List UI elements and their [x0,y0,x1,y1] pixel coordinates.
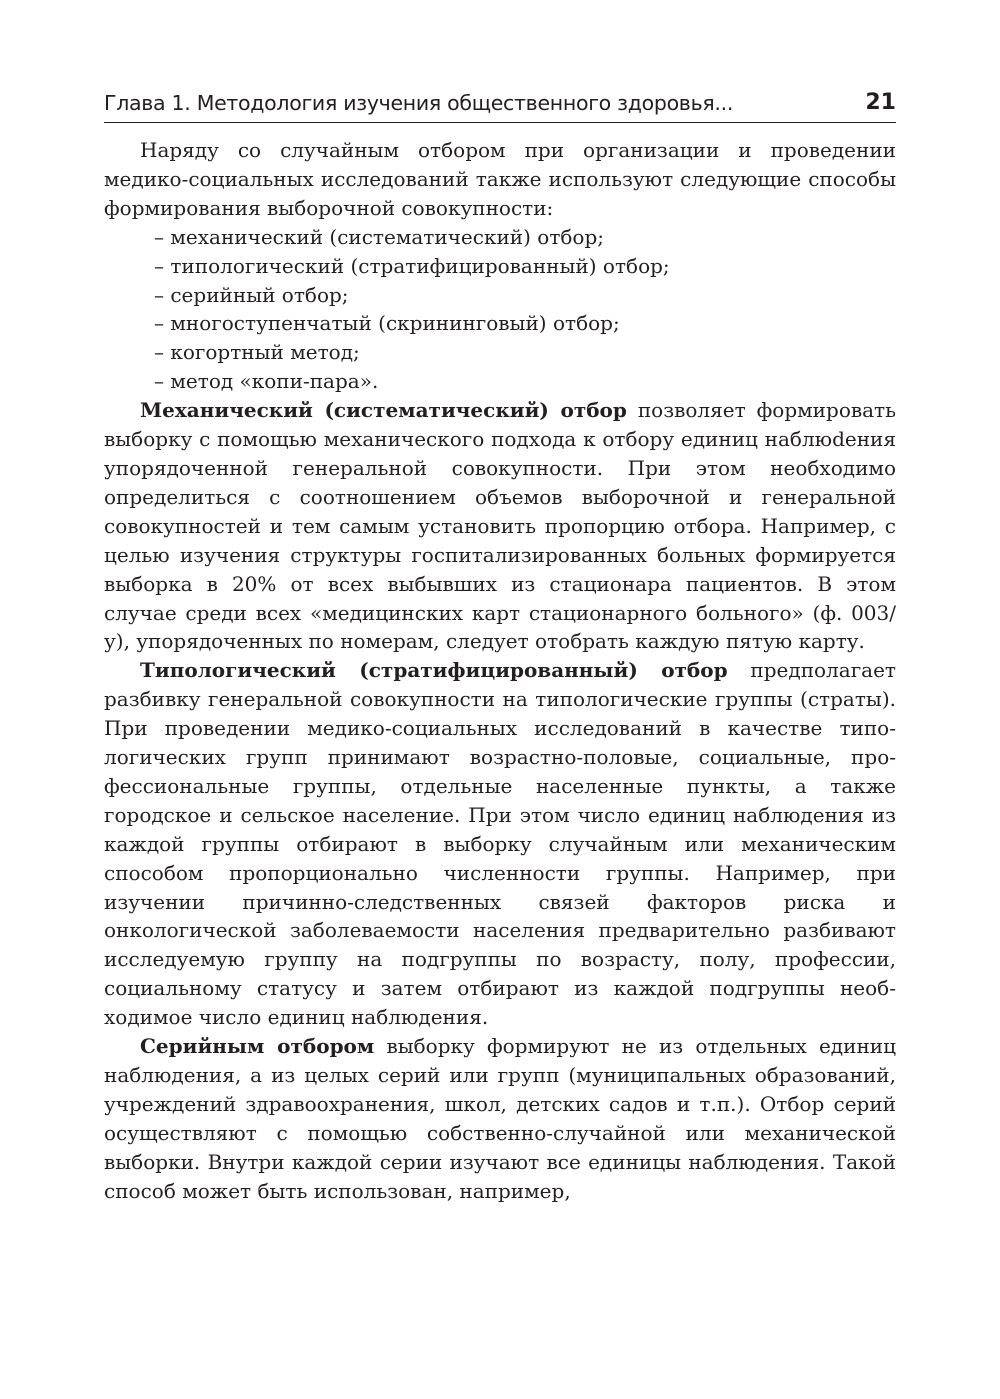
list-item: – серийный отбор; [154,282,349,307]
methods-list [104,223,896,396]
list-item: – многоступенчатый (скрининговый) отбор; [154,311,620,336]
chapter-title: Глава 1. Методология изучения общественного здоровья... [104,91,734,115]
serial-term: Серийным отбором [140,1034,375,1059]
list-item: – когортный метод; [154,340,360,365]
list-item: – механический (систематический) отбор; [154,224,605,249]
list-item: – типологический (стратифицированный) отбор; [154,253,670,278]
body-text [104,136,896,1206]
mechanical-text: позволяет формировать выборку с помощью механического подхода к отбору единиц наблюdения упорядоченной генеральной совокупности. При этом необходимо определиться с соотношением объемов выборочной и генеральной совокупностей и тем самым установить пропорцию отбора. Например, с целью изучения структуры госпитализированных больных формируется выборка в 20% от всех выбывших из стационара пациентов. В этом случае среди всех «медицинских карт стационарного больного» (ф. 003/у), упорядоченных по номерам, следует отобрать каждую пятую карту. [104,398,896,654]
mechanical-term: Механический (систематический) отбор [140,398,627,423]
mechanical-paragraph [104,396,896,656]
typological-text: предполагает разбивку генеральной совокупности на типологические группы (страты). При проведении медико-социальных исследований в качестве типологических групп принимают возрастно-половые, социальные, профессиональные группы, отдельные населенные пункты, а также городское и сельское население. При этом число единиц наблюдения из каждой группы отбирают в выборку случайным или механическим способом пропорционально численности группы. Например, при изучении причинно-следственных связей факторов риска и онкологической заболеваемости населения предварительно разбивают исследуемую группу на подгруппы по возрасту, полу, профессии, социальному статусу и затем отбирают из каждой подгруппы необходимое число единиц наблюдения. [104,658,896,1030]
running-header [104,88,896,123]
list-item: – метод «копи-пара». [154,369,379,394]
page-number: 21 [865,90,896,115]
intro-paragraph: Наряду со случайным отбором при организации и проведении медико-социальных исследований также используют следующие способы формирования выборочной совокупности: [104,138,896,220]
book-page [104,88,896,1206]
typological-paragraph [104,656,896,1032]
serial-paragraph [104,1032,896,1205]
serial-text: выборку формируют не из отдельных единиц наблюдения, а из целых серий или групп (муниципальных образований, учреждений здравоохранения, школ, детских садов и т.п.). Отбор серий осуществляют с помощью собственно-случайной или механической выборки. Внутри каждой серии изучают все единицы наблюдения. Такой способ может быть использован, например, [104,1034,896,1203]
typological-term: Типологический (стратифицированный) отбор [140,658,728,683]
